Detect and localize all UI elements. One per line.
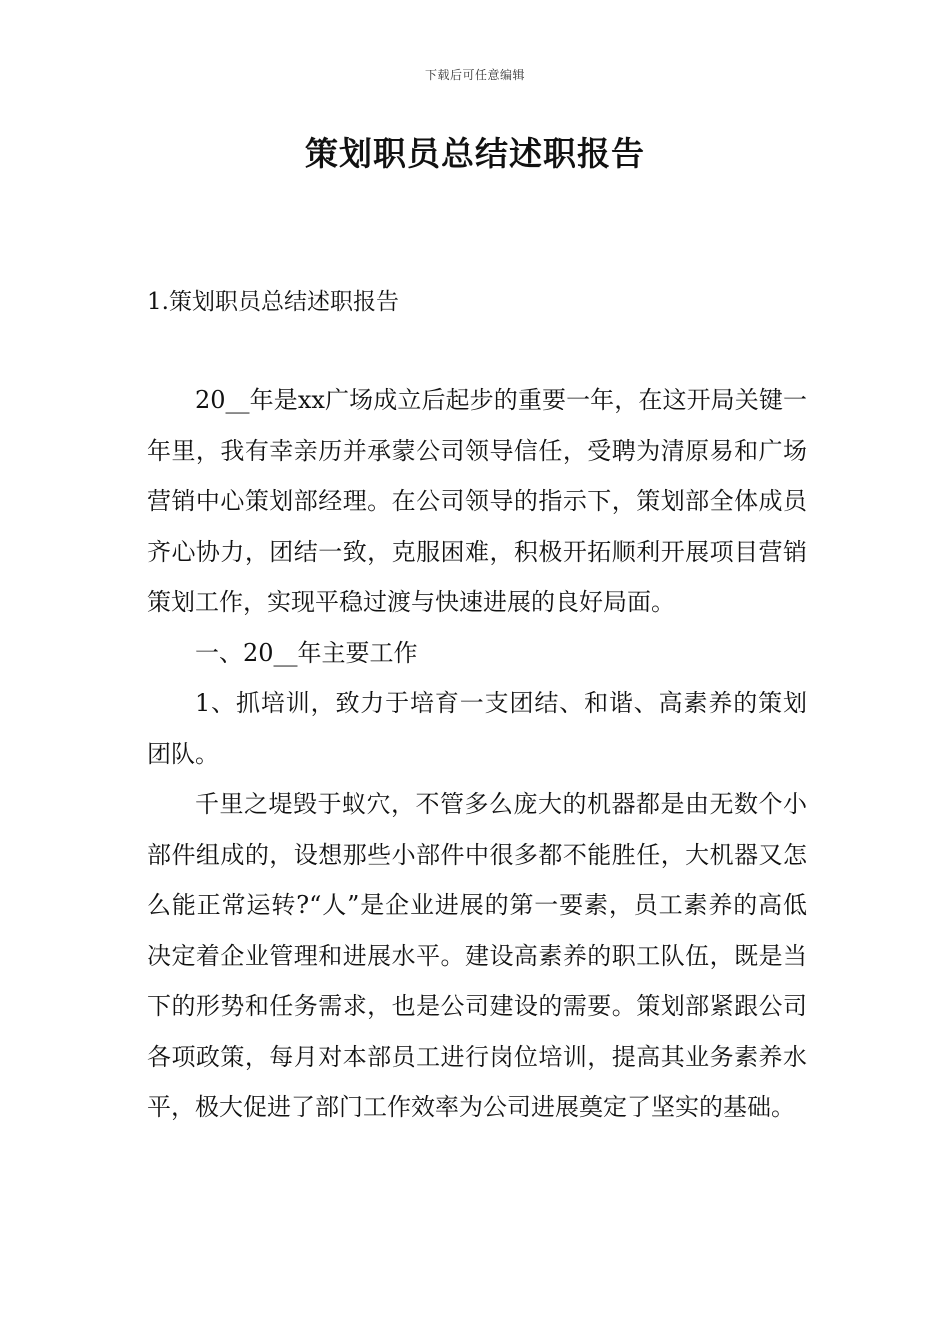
document-body xyxy=(147,375,807,1133)
paragraph-intro: 20__年是xx广场成立后起步的重要一年，在这开局关键一年里，我有幸亲历并承蒙公司领导信任，受聘为清原易和广场营销中心策划部经理。在公司领导的指示下，策划部全体成员齐心协力，团结一致，克服困难，积极开拓顺利开展项目营销策划工作，实现平稳过渡与快速进展的良好局面。 xyxy=(147,386,807,616)
paragraph-subheading-main-work: 一、20__年主要工作 xyxy=(195,638,418,667)
paragraph-training-detail: 千里之堤毁于蚁穴，不管多么庞大的机器都是由无数个小部件组成的，设想那些小部件中很多都不能胜任，大机器又怎么能正常运转?“人”是企业进展的第一要素，员工素养的高低决定着企业管理和进展水平。建设高素养的职工队伍，既是当下的形势和任务需求，也是公司建设的需要。策划部紧跟公司各项政策，每月对本部员工进行岗位培训，提高其业务素养水平，极大促进了部门工作效率为公司进展奠定了坚实的基础。 xyxy=(147,790,807,1121)
page-header-note: 下载后可任意编辑 xyxy=(424,68,525,82)
document-title: 策划职员总结述职报告 xyxy=(305,134,645,173)
paragraph-item-training: 1、抓培训，致力于培育一支团结、和谐、高素养的策划团队。 xyxy=(147,689,807,768)
section-heading: 1.策划职员总结述职报告 xyxy=(147,289,399,315)
